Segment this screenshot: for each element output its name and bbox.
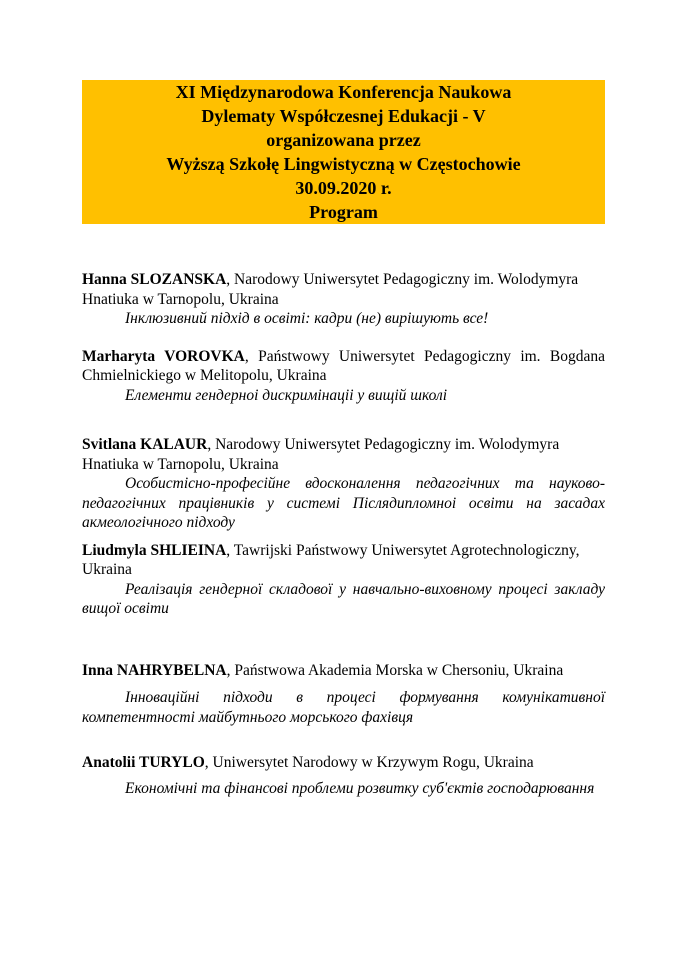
speaker-line [82,435,605,474]
talk-title: Економічні та фінансові проблеми розвитку суб'єктів господарювання [125,779,595,797]
program-entry [82,347,605,406]
header-line-conference-name: XI Międzynarodowa Konferencja Naukowa [175,82,512,102]
header-line-organizer: Wyższą Szkołę Lingwistyczną w Częstochowie [166,154,521,174]
program-entry [82,270,605,329]
speaker-name: Svitlana KALAUR [82,436,208,453]
speaker-name: Marharyta VOROVKA [82,347,245,365]
header-line-program-label: Program [309,202,378,222]
speaker-affiliation: , Uniwersytet Narodowy w Krzywym Rogu, Ukraina [204,754,534,771]
conference-header [82,80,605,224]
program-entry [82,541,605,619]
speaker-affiliation: , Państwowa Akademia Morska w Chersoniu, Ukraina [226,661,564,679]
program-entry [82,661,605,728]
speaker-line [82,270,605,309]
speaker-line [82,753,605,773]
speaker-name: Hanna SLOZANSKA [82,271,227,288]
program-entry [82,753,605,798]
speaker-name: Liudmyla SHLIEINA [82,541,227,559]
talk-title: Реалізація гендерної складової у навчально-виховному процесі закладу вищої освіти [82,580,605,617]
speaker-line [82,347,605,386]
program-list [82,270,605,798]
speaker-line [82,541,605,580]
speaker-affiliation: , Tawrijski Państwowy Uniwersytet Agrotechnologiczny, Ukraina [82,541,580,578]
header-line-date: 30.09.2020 r. [295,178,392,198]
talk-title: Інклюзивний підхід в освіті: кадри (не) вирішують все! [125,310,489,327]
speaker-affiliation: , Narodowy Uniwersytet Pedagogiczny im. Wolodymyra Hnatiuka w Tarnopolu, Ukraina [82,436,560,473]
speaker-affiliation: , Narodowy Uniwersytet Pedagogiczny im. Wolodymyra Hnatiuka w Tarnopolu, Ukraina [82,271,579,308]
talk-title: Особистісно-професійне вдосконалення педагогічних та науково-педагогічних працівників у системі Післядипломноі освіти на засадах акмеологічного підходу [82,475,605,531]
talk-title: Елементи гендерноі дискримінаціі у вищій школі [125,386,448,404]
header-line-organized-by: organizowana przez [266,130,421,150]
talk-title: Інноваційні підходи в процесі формування комунікативної компетентності майбутнього морського фахівця [82,689,605,726]
speaker-name: Anatolii TURYLO [82,754,205,771]
program-entry [82,435,605,533]
speaker-affiliation: , Państwowy Uniwersytet Pedagogiczny im. Bogdana Chmielnickiego w Melitopolu, Ukraina [82,347,605,384]
header-line-conference-subtitle: Dylematy Współczesnej Edukacji - V [201,106,486,126]
speaker-name: Inna NAHRYBELNA [82,661,227,679]
speaker-line [82,661,605,681]
